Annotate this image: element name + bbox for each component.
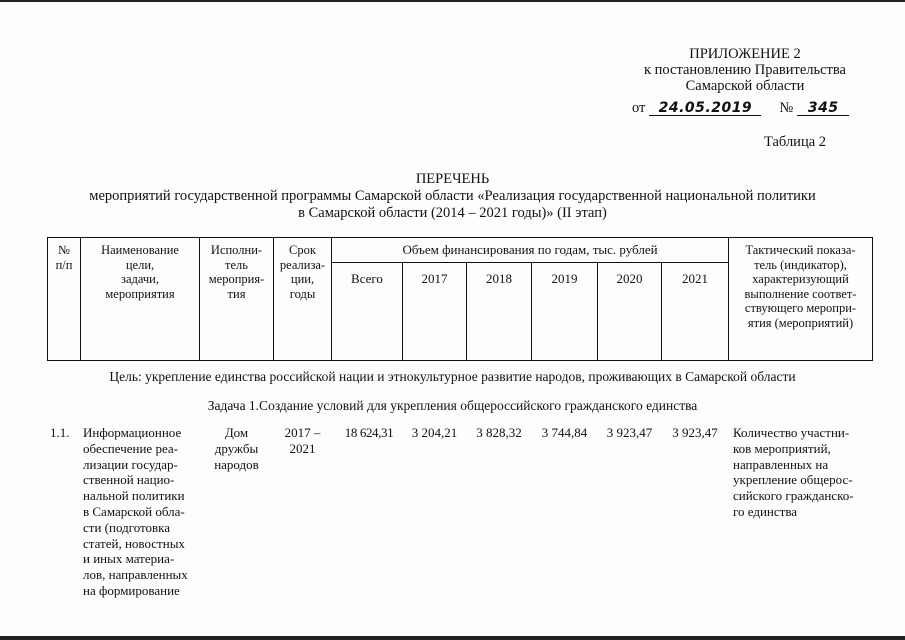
- row-2018: 3 828,32: [476, 425, 522, 440]
- grid-line: [872, 237, 873, 361]
- row-2019: 3 744,84: [541, 425, 588, 440]
- row-executor-line: дружбы: [214, 440, 259, 456]
- scan-bottom-edge: [0, 636, 905, 640]
- header-executor-line: тия: [227, 286, 246, 301]
- title-line-3: в Самарской области (2014 – 2021 годы)» (II этап): [298, 205, 607, 221]
- header-indicator-line: характеризующий: [752, 272, 849, 286]
- row-indicator-line: сийского гражданско-: [733, 488, 854, 504]
- row-indicator-line: направленных на: [733, 456, 829, 472]
- row-name-line: ственной нацио-: [83, 472, 175, 488]
- row-total: 18 624,31: [344, 425, 394, 440]
- title-heading: ПЕРЕЧЕНЬ: [415, 171, 490, 187]
- header-year-2018: 2018: [486, 271, 512, 286]
- row-name-line: в Самарской обла-: [83, 503, 185, 519]
- appendix-block: [600, 46, 890, 94]
- appendix-line-resolution: к постановлению Правительства: [644, 62, 846, 78]
- title-line-2: мероприятий государственной программы Самарской области «Реализация государственной национальной политики: [89, 188, 816, 204]
- header-year-2017: 2017: [421, 271, 448, 286]
- row-name-line: сти (подготовка: [83, 519, 171, 535]
- header-indicator-line: выполнение соответ-: [744, 286, 857, 301]
- header-name-line: Наименование: [101, 243, 179, 257]
- row-num: 1.1.: [50, 425, 70, 440]
- row-term-line: 2017 –: [284, 425, 321, 440]
- header-total: Всего: [351, 271, 383, 286]
- row-indicator-line: го единства: [733, 503, 798, 519]
- header-indicator-line: Тактический показа-: [745, 243, 856, 257]
- appendix-date-number: [632, 100, 849, 117]
- header-term-line: годы: [289, 286, 316, 301]
- appendix-title: ПРИЛОЖЕНИЕ 2: [689, 46, 801, 62]
- header-executor-line: мероприя-: [208, 272, 265, 286]
- header-year-2021: 2021: [682, 271, 708, 286]
- row-name-line: и иных материа-: [83, 551, 175, 567]
- row-indicator: [733, 425, 878, 520]
- header-num-line: п/п: [55, 257, 73, 272]
- table-label: Таблица 2: [764, 134, 827, 150]
- appendix-line-region: Самарской области: [685, 78, 805, 94]
- task-line: Задача 1.Создание условий для укрепления общероссийского гражданского единства: [207, 398, 698, 413]
- header-funding: Объем финансирования по годам, тыс. рублей: [402, 242, 658, 257]
- document-title: [0, 171, 905, 222]
- from-label: от: [632, 100, 646, 116]
- handwritten-number: 345: [797, 101, 849, 116]
- row-executor-line: Дом: [224, 425, 249, 440]
- header-term-line: реализа-: [279, 257, 326, 272]
- row-indicator-line: укрепление общерос-: [733, 472, 853, 488]
- row-executor: [200, 425, 273, 472]
- row-name-line: нальной политики: [83, 488, 185, 504]
- header-executor-line: Исполни-: [210, 243, 263, 257]
- header-indicator-line: ствующего меропри-: [744, 301, 857, 315]
- row-executor-line: народов: [214, 456, 259, 472]
- header-name-line: задачи,: [121, 272, 159, 286]
- grid-line: [47, 360, 873, 361]
- row-2017: 3 204,21: [411, 425, 458, 440]
- row-name-line: Информационное: [83, 425, 182, 440]
- grid-line: [47, 237, 873, 238]
- header-indicator-line: ятия (мероприятий): [747, 315, 854, 330]
- goal-line: Цель: укрепление единства российской нации и этнокультурное развитие народов, проживающих в Самарской области: [109, 369, 796, 384]
- header-indicator: [729, 243, 872, 330]
- row-name: [83, 425, 203, 599]
- header-term-line: ции,: [290, 272, 315, 286]
- header-name-line: цели,: [125, 257, 155, 272]
- header-year-2020: 2020: [616, 271, 643, 286]
- row-name-line: статей, новостных: [83, 535, 185, 551]
- row-2021: 3 923,47: [672, 425, 718, 440]
- scan-top-edge: [0, 0, 905, 2]
- handwritten-date: 24.05.2019: [649, 101, 761, 116]
- row-indicator-line: ков мероприятий,: [733, 440, 831, 456]
- header-num-line: №: [58, 243, 70, 257]
- header-year-2019: 2019: [551, 271, 578, 286]
- header-name: [81, 243, 199, 301]
- header-executor-line: тель: [225, 257, 248, 272]
- header-executor: [200, 243, 273, 301]
- row-term-line: 2021: [289, 440, 316, 456]
- header-name-line: мероприятия: [105, 286, 175, 301]
- header-num: [48, 243, 80, 272]
- row-term: [274, 425, 331, 457]
- row-name-line: на формирование: [83, 582, 180, 598]
- number-label: №: [779, 100, 794, 116]
- row-name-line: обеспечение реа-: [83, 440, 178, 456]
- header-term: [274, 243, 331, 301]
- header-term-line: Срок: [289, 243, 316, 257]
- row-name-line: лизации государ-: [83, 456, 178, 472]
- row-indicator-line: Количество участни-: [733, 425, 850, 440]
- grid-line: [331, 262, 728, 263]
- row-2020: 3 923,47: [606, 425, 653, 440]
- header-indicator-line: тель (индикатор),: [754, 257, 847, 272]
- row-name-line: лов, направленных: [83, 567, 188, 583]
